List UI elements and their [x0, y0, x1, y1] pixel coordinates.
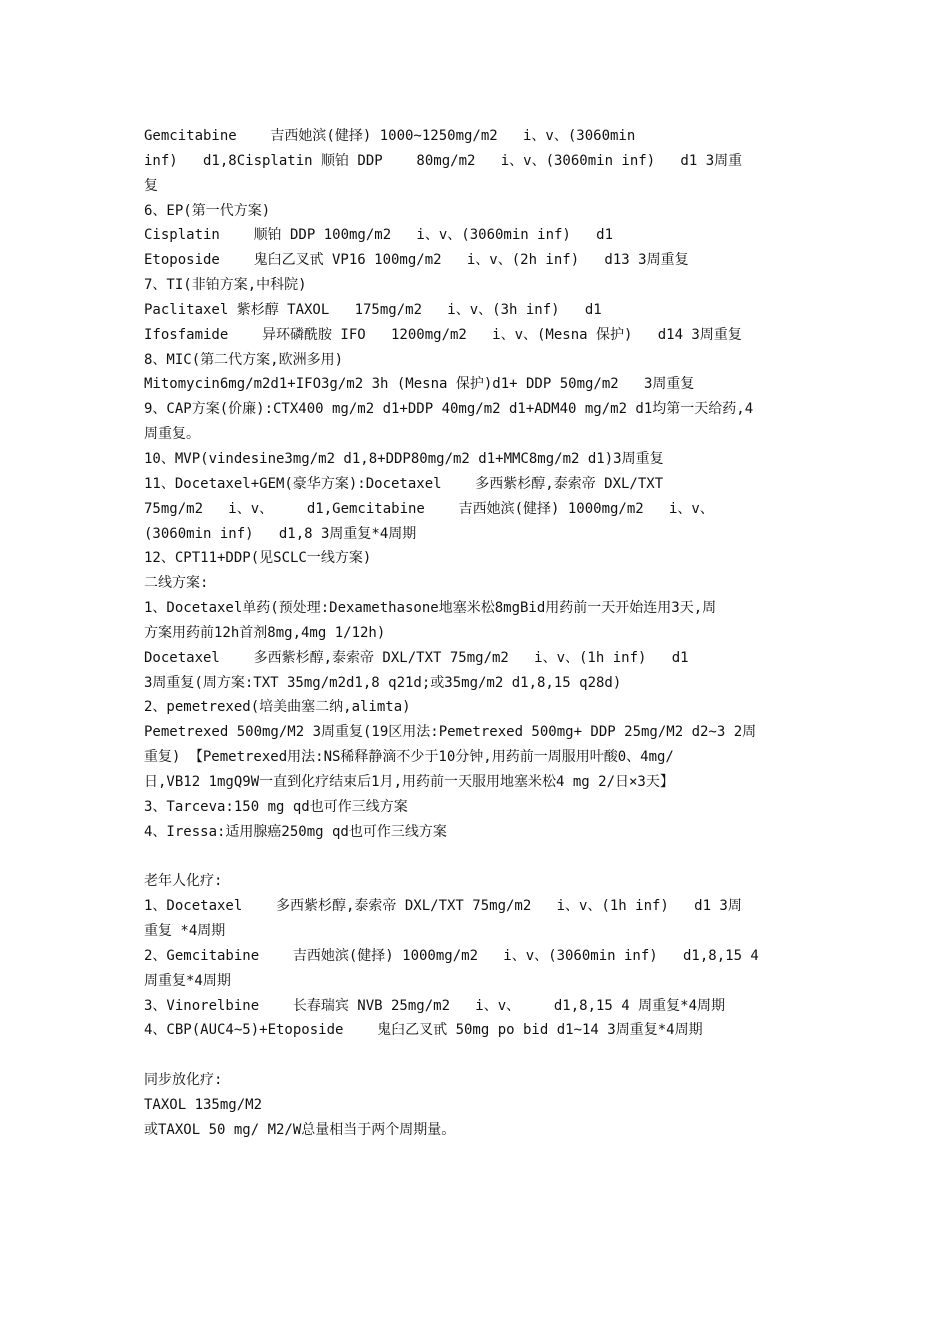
document-body	[144, 124, 814, 1143]
section-heading: 1、Docetaxel单药(预处理:Dexamethasone地塞米松8mgBid用药前一天开始连用3天,周	[144, 600, 717, 617]
text-line: 75mg/m2 i、v、 d1,Gemcitabine 吉西她滨(健择) 1000mg/m2 i、v、	[144, 500, 714, 517]
section-heading: 6、EP(第一代方案)	[144, 202, 271, 219]
text-line: 复	[144, 177, 158, 194]
text-line: Mitomycin6mg/m2d1+IFO3g/m2 3h (Mesna 保护)d1+ DDP 50mg/m2 3周重复	[144, 376, 695, 393]
section-heading: 二线方案:	[144, 575, 209, 592]
text-line: inf) d1,8Cisplatin 顺铂 DDP 80mg/m2 i、v、(3060min inf) d1 3周重	[144, 152, 743, 169]
text-line: 2、Gemcitabine 吉西她滨(健择) 1000mg/m2 i、v、(3060min inf) d1,8,15 4	[144, 947, 759, 964]
text-line: Pemetrexed 500mg/M2 3周重复(19区用法:Pemetrexed 500mg+ DDP 25mg/M2 d2~3 2周	[144, 724, 757, 741]
section-heading: 10、MVP(vindesine3mg/m2 d1,8+DDP80mg/m2 d1+MMC8mg/m2 d1)3周重复	[144, 450, 664, 467]
blank-line	[144, 1043, 814, 1068]
text-line: 日,VB12 1mgQ9W一直到化疗结束后1月,用药前一天服用地塞米松4 mg 2/日×3天】	[144, 773, 674, 790]
text-line: Paclitaxel 紫杉醇 TAXOL 175mg/m2 i、v、(3h inf) d1	[144, 301, 602, 318]
section-heading: 11、Docetaxel+GEM(豪华方案):Docetaxel 多西紫杉醇,泰索帝 DXL/TXT	[144, 475, 664, 492]
text-line: 4、CBP(AUC4~5)+Etoposide 鬼臼乙叉甙 50mg po bid d1~14 3周重复*4周期	[144, 1022, 703, 1039]
text-line: 方案用药前12h首剂8mg,4mg 1/12h)	[144, 624, 386, 641]
text-line: 3、Vinorelbine 长春瑞宾 NVB 25mg/m2 i、v、 d1,8,15 4 周重复*4周期	[144, 997, 726, 1014]
text-line: Gemcitabine 吉西她滨(健择) 1000~1250mg/m2 i、v、(3060min	[144, 128, 636, 144]
section-heading: 8、MIC(第二代方案,欧洲多用)	[144, 351, 344, 368]
section-heading: 3、Tarceva:150 mg qd也可作三线方案	[144, 798, 408, 815]
section-heading: 同步放化疗:	[144, 1072, 223, 1089]
text-line: Ifosfamide 异环磷酰胺 IFO 1200mg/m2 i、v、(Mesna 保护) d14 3周重复	[144, 326, 742, 343]
section-heading: 9、CAP方案(价廉):CTX400 mg/m2 d1+DDP 40mg/m2 d1+ADM40 mg/m2 d1均第一天给药,4	[144, 401, 754, 418]
text-line: 3周重复(周方案:TXT 35mg/m2d1,8 q21d;或35mg/m2 d1,8,15 q28d)	[144, 674, 622, 691]
text-line: Etoposide 鬼臼乙叉甙 VP16 100mg/m2 i、v、(2h inf) d13 3周重复	[144, 252, 689, 269]
text-line: 重复 *4周期	[144, 923, 226, 939]
section-heading: 2、pemetrexed(培美曲塞二纳,alimta)	[144, 699, 411, 716]
text-line: Cisplatin 顺铂 DDP 100mg/m2 i、v、(3060min inf) d1	[144, 227, 614, 244]
text-line: (3060min inf) d1,8 3周重复*4周期	[144, 525, 417, 542]
text-line: 周重复。	[144, 426, 200, 443]
text-line: 周重复*4周期	[144, 972, 231, 989]
blank-line	[144, 844, 814, 869]
text-line: 1、Docetaxel 多西紫杉醇,泰索帝 DXL/TXT 75mg/m2 i、v、(1h inf) d1 3周	[144, 898, 742, 915]
text-line: TAXOL 135mg/M2	[144, 1096, 263, 1113]
text-line: Docetaxel 多西紫杉醇,泰索帝 DXL/TXT 75mg/m2 i、v、(1h inf) d1	[144, 649, 689, 666]
section-heading: 7、TI(非铂方案,中科院)	[144, 277, 307, 294]
text-line: 或TAXOL 50 mg/ M2/W总量相当于两个周期量。	[144, 1121, 456, 1138]
section-heading: 4、Iressa:适用腺癌250mg qd也可作三线方案	[144, 823, 447, 840]
text-line: 重复) 【Pemetrexed用法:NS稀释静滴不少于10分钟,用药前一周服用叶酸0、4mg/	[144, 749, 674, 766]
section-heading: 12、CPT11+DDP(见SCLC一线方案)	[144, 550, 372, 567]
section-heading: 老年人化疗:	[144, 873, 223, 890]
